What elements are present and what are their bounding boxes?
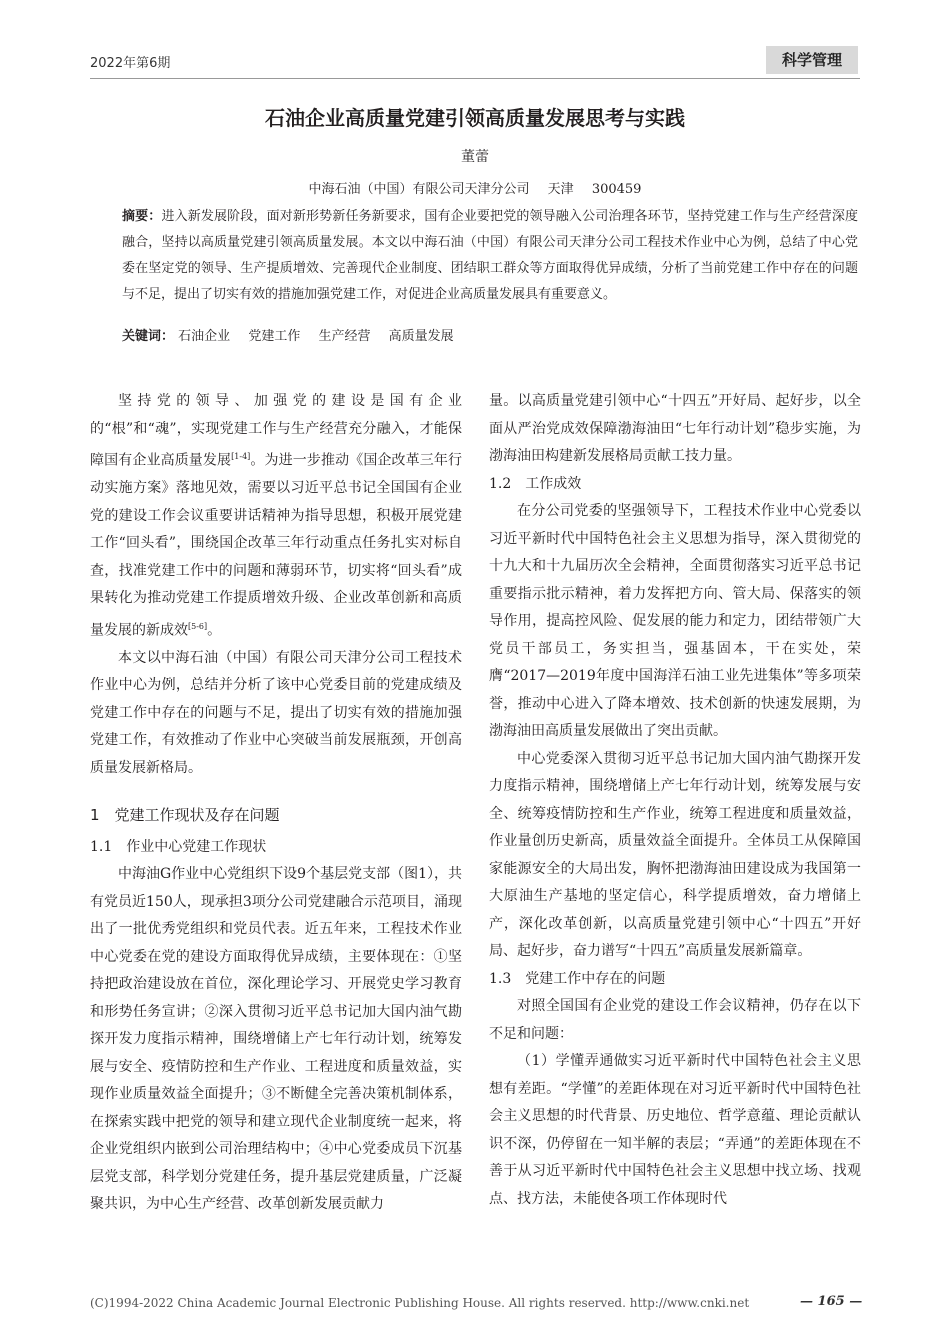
abstract-text: 进入新发展阶段，面对新形势新任务新要求，国有企业要把党的领导融入公司治理各环节，坚持党建工作与生产经营深度融合，坚持以高质量党建引领高质量发展。本文以中海石油（中国）有限公司天津分公司工程技术作业中心为例，总结了中心党委在坚定党的领导、生产提质增效、完善现代企业制度、团结职工群众等方面取得优异成绩，分析了当前党建工作中存在的问题与不足，提出了切实有效的措施加强党建工作，对促进企业高质量发展具有重要意义。	[122, 209, 858, 302]
paragraph: （1）学懂弄通做实习近平新时代中国特色社会主义思想有差距。“学懂”的差距体现在对习近平新时代中国特色社会主义思想的时代背景、历史地位、哲学意蕴、理论贡献认识不深，仍停留在一知半解的表层；“弄通”的差距体现在不善于从习近平新时代中国特色社会主义思想中找立场、找观点、找方法，未能使各项工作体现时代	[489, 1053, 861, 1207]
left-column	[90, 388, 462, 1219]
keyword: 党建工作	[248, 329, 301, 344]
affiliation-city: 天津	[547, 182, 574, 197]
keyword: 石油企业	[178, 329, 231, 344]
affiliation-org: 中海石油（中国）有限公司天津分公司	[308, 182, 530, 197]
copyright-footer: (C)1994-2022 China Academic Journal Electronic Publishing House. All rights reserved. http://www.cnki.net	[90, 1296, 750, 1310]
keywords	[122, 324, 468, 350]
subsection-heading: 1.3 党建工作中存在的问题	[489, 970, 666, 987]
header-divider	[90, 78, 860, 79]
paragraph: 在分公司党委的坚强领导下，工程技术作业中心党委以习近平新时代中国特色社会主义思想为指导，深入贯彻党的十九大和十九届历次全会精神，全面贯彻落实习近平总书记重要指示批示精神，着力发挥把方向、管大局、保落实的领导作用，提高控风险、促发展的能力和定力，团结带领广大党员干部员工，务实担当，强基固本，干在实处，荣膺“2017—2019年度中国海洋石油工业先进集体”等多项荣誉，推动中心进入了降本增效、技术创新的快速发展期，为渤海油田高质量发展做出了突出贡献。	[489, 503, 861, 739]
paragraph: 本文以中海石油（中国）有限公司天津分公司工程技术作业中心为例，总结并分析了该中心党委目前的党建成绩及党建工作中存在的问题与不足，提出了切实有效的措施加强党建工作，有效推动了作业中心突破当前发展瓶颈，开创高质量发展新格局。	[90, 649, 462, 776]
page-number: — 165 —	[800, 1294, 863, 1309]
keyword: 高质量发展	[388, 329, 454, 344]
keywords-label: 关键词：	[122, 329, 175, 344]
journal-badge: 科学管理	[766, 46, 858, 74]
paragraph: 量。以高质量党建引领中心“十四五”开好局、起好步，以全面从严治党成效保障渤海油田“七年行动计划”稳步实施，为渤海油田构建新发展格局贡献工技力量。	[489, 393, 861, 464]
citation[interactable]: [5-6]	[188, 621, 208, 631]
author: 董蕾	[461, 149, 489, 165]
subsection-heading: 1.2 工作成效	[489, 475, 582, 492]
issue-label: 2022年第6期	[90, 56, 171, 71]
abstract-label: 摘要：	[122, 209, 162, 224]
right-column	[489, 388, 861, 1213]
paragraph: 坚持党的领导、加强党的建设是国有企业的“根”和“魂”，实现党建工作与生产经营充分融入，才能保障国有企业高质量发展[1-4]。为进一步推动《国企改革三年行动实施方案》落地见效，需要以习近平总书记全国国有企业党的建设工作会议重要讲话精神为指导思想，积极开展党建工作“回头看”，围绕国企改革三年行动重点任务扎实对标自查，找准党建工作中的问题和薄弱环节，切实将“回头看”成果转化为推动党建工作提质增效升级、企业改革创新和高质量发展的新成效[5-6]。	[90, 393, 463, 639]
affiliation-zip: 300459	[591, 182, 642, 197]
paragraph: 中海油G作业中心党组织下设9个基层党支部（图1），共有党员近150人，现承担3项分公司党建融合示范项目，涌现出了一批优秀党组织和党员代表。近五年来，工程技术作业中心党委在党的建设方面取得优异成绩，主要体现在：①坚持把政治建设放在首位，深化理论学习、开展党史学习教育和形势任务宣讲；②深入贯彻习近平总书记加大国内油气勘探开发力度指示精神，围绕增储上产七年行动计划，统筹发展与安全、疫情防控和生产作业、工程进度和质量效益，实现作业质量效益全面提升；③不断健全完善决策机制体系，在探索实践中把党的领导和建立现代企业制度统一起来，将企业党组织内嵌到公司治理结构中；④中心党委成员下沉基层党支部，科学划分党建任务，提升基层党建质量，广泛凝聚共识，为中心生产经营、改革创新发展贡献力	[90, 866, 462, 1213]
subsection-heading: 1.1 作业中心党建工作现状	[90, 838, 267, 855]
paper-title: 石油企业高质量党建引领高质量发展思考与实践	[265, 106, 685, 130]
affiliation	[90, 178, 860, 197]
abstract	[122, 204, 858, 308]
paragraph: 对照全国国有企业党的建设工作会议精神，仍存在以下不足和问题：	[489, 998, 861, 1042]
citation[interactable]: [1-4]	[231, 452, 251, 461]
paragraph: 中心党委深入贯彻习近平总书记加大国内油气勘探开发力度指示精神，围绕增储上产七年行动计划，统筹发展与安全、统筹疫情防控和生产作业，统筹工程进度和质量效益，作业量创历史新高，质量效益全面提升。全体员工从保障国家能源安全的大局出发，胸怀把渤海油田建设成为我国第一大原油生产基地的坚定信心，科学提质增效，奋力增储上产，深化改革创新，以高质量党建引领中心“十四五”开好局、起好步，奋力谱写“十四五”高质量发展新篇章。	[489, 750, 861, 959]
section-heading: 1 党建工作现状及存在问题	[90, 806, 280, 825]
keyword: 生产经营	[318, 329, 371, 344]
